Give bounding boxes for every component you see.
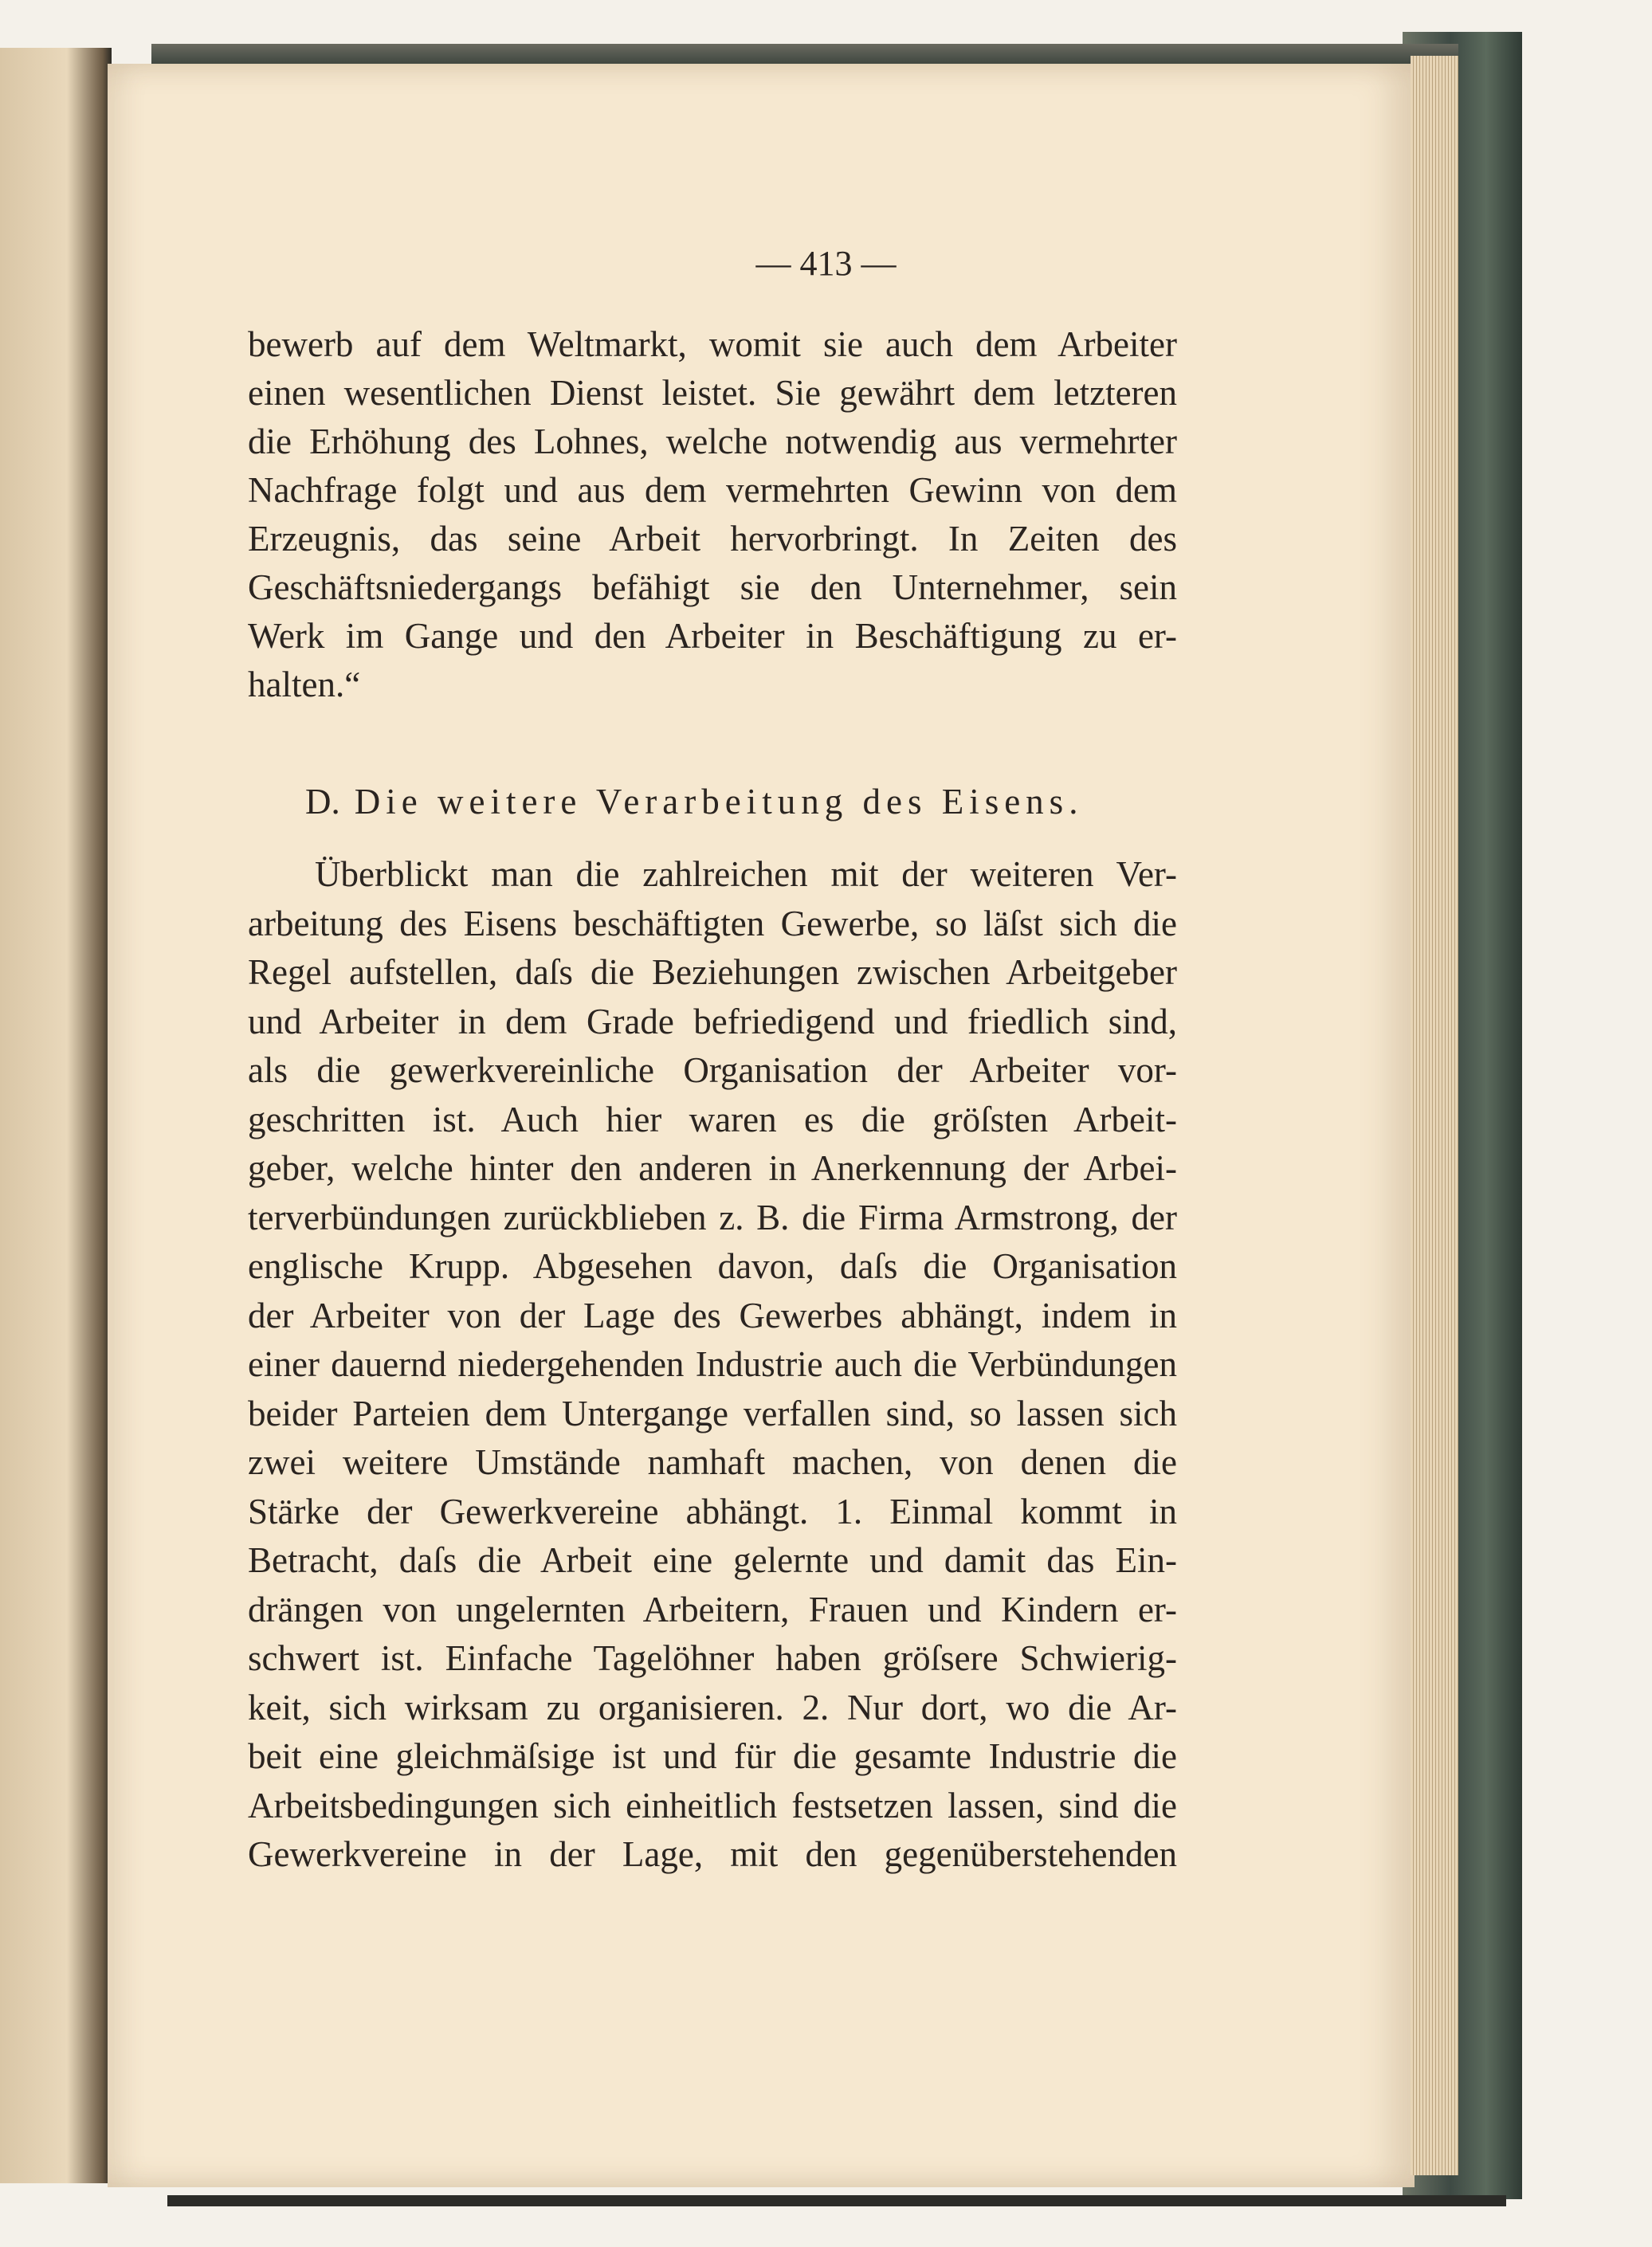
section-label: D. xyxy=(305,782,340,822)
text-line: Stärke der Gewerkvereine abhängt. 1. Einmal kommt in xyxy=(248,1491,1177,1531)
text-line: halten.“ xyxy=(248,665,361,704)
text-line: drängen von ungelernten Arbeitern, Frauen und Kindern er- xyxy=(248,1589,1177,1629)
text-line: beit eine gleichmäſsige ist und für die gesamte Industrie die xyxy=(248,1736,1177,1776)
text-line: Betracht, daſs die Arbeit eine gelernte und damit das Ein- xyxy=(248,1540,1177,1580)
text-line: und Arbeiter in dem Grade befriedigend und friedlich sind, xyxy=(248,1001,1177,1041)
text-line: einer dauernd niedergehenden Industrie auch die Verbündungen xyxy=(248,1344,1177,1384)
text-line: geber, welche hinter den anderen in Anerkennung der Arbei- xyxy=(248,1148,1177,1188)
page-edges xyxy=(1411,56,1458,2175)
text-line: Gewerkvereine in der Lage, mit den gegenüberstehenden xyxy=(248,1834,1177,1874)
text-line: Arbeitsbedingungen sich einheitlich festsetzen lassen, sind die xyxy=(248,1785,1177,1825)
page-number: — 413 — xyxy=(755,244,897,283)
text-line: der Arbeiter von der Lage des Gewerbes abhängt, indem in xyxy=(248,1295,1177,1335)
text-line: Nachfrage folgt und aus dem vermehrten Gewinn von dem xyxy=(248,470,1177,510)
text-line: Erzeugnis, das seine Arbeit hervorbringt. In Zeiten des xyxy=(248,519,1177,559)
text-line: beider Parteien dem Untergange verfallen sind, so lassen sich xyxy=(248,1393,1177,1433)
book-binding-bottom xyxy=(167,2195,1506,2206)
section-title: Die weitere Verarbeitung des Eisens. xyxy=(354,782,1084,822)
facing-page-edge xyxy=(0,48,112,2183)
text-line: Regel aufstellen, daſs die Beziehungen zwischen Arbeitgeber xyxy=(248,952,1177,992)
text-line: die Erhöhung des Lohnes, welche notwendig aus vermehrter xyxy=(248,422,1177,461)
text-line: arbeitung des Eisens beschäftigten Gewerbe, so läſst sich die xyxy=(248,903,1177,943)
text-line: Geschäftsniedergangs befähigt sie den Unternehmer, sein xyxy=(248,567,1177,607)
text-line: schwert ist. Einfache Tagelöhner haben gröſsere Schwierig- xyxy=(248,1638,1177,1678)
text-line: terverbündungen zurückblieben z. B. die Firma Armstrong, der xyxy=(248,1197,1177,1237)
text-line: als die gewerkvereinliche Organisation der Arbeiter vor- xyxy=(248,1050,1177,1090)
section-heading xyxy=(305,781,1083,822)
text-line: Überblickt man die zahlreichen mit der weiteren Ver- xyxy=(315,854,1177,894)
text-line: keit, sich wirksam zu organisieren. 2. Nur dort, wo die Ar- xyxy=(248,1687,1177,1727)
text-line: zwei weitere Umstände namhaft machen, von denen die xyxy=(248,1442,1177,1482)
text-line: bewerb auf dem Weltmarkt, womit sie auch dem Arbeiter xyxy=(248,324,1177,364)
text-line: Werk im Gange und den Arbeiter in Beschäftigung zu er- xyxy=(248,616,1177,656)
text-line: einen wesentlichen Dienst leistet. Sie gewährt dem letzteren xyxy=(248,373,1177,413)
text-line: geschritten ist. Auch hier waren es die gröſsten Arbeit- xyxy=(248,1099,1177,1139)
text-line: englische Krupp. Abgesehen davon, daſs die Organisation xyxy=(248,1246,1177,1286)
